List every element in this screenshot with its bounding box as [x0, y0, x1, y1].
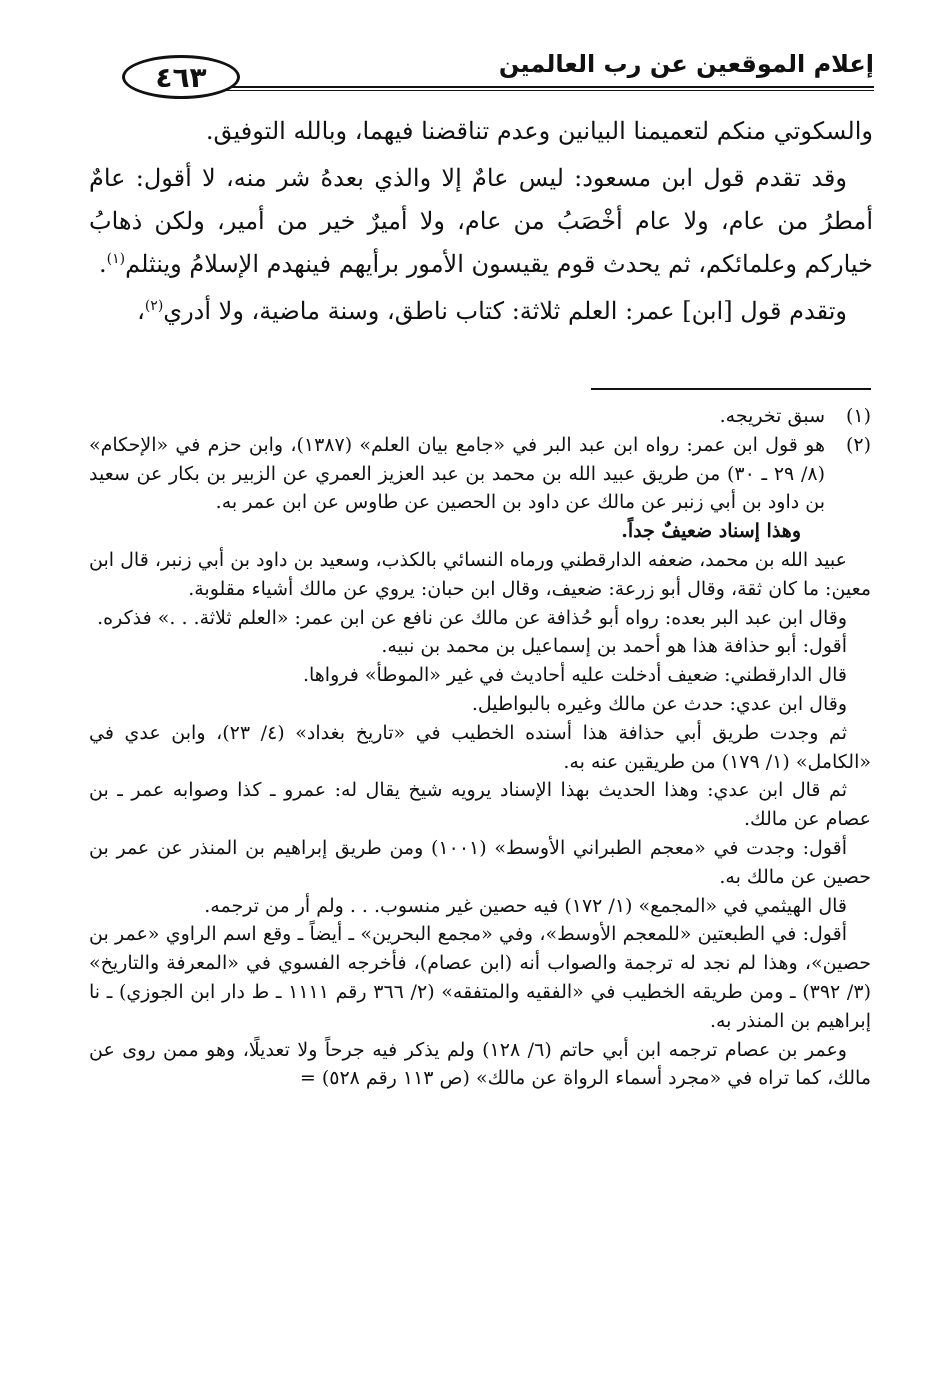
- main-text: [89, 110, 873, 333]
- page-header: [92, 40, 874, 100]
- footnote-text: وهذا إسناد ضعيفٌ جداً.: [621, 520, 801, 543]
- footnote-number: (١): [845, 405, 871, 427]
- header-rule-thin: [202, 90, 874, 91]
- footnote-separator: [591, 388, 871, 390]
- footnote-text: وقال ابن عدي: حدث عن مالك وغيره بالبواطيل.: [471, 692, 847, 715]
- footnote-2: [89, 431, 871, 546]
- footnote-text: وعمر بن عصام ترجمه ابن أبي حاتم (٦/ ١٢٨) ولم يذكر فيه جرحاً ولا تعديلًا، وهو ممن روى عن مالك، كما تراه في «مجرد أسماء الرواة عن مالك» (ص ١١٣ رقم ٥٢٨) =: [89, 1038, 871, 1090]
- footnote-text: سبق تخريجه.: [719, 405, 825, 427]
- page-number: ٤٦٣: [122, 55, 240, 99]
- footnote-text: وقال ابن عبد البر بعده: رواه أبو حُذافة عن مالك عن نافع عن ابن عمر: «العلم ثلاثة. . .» فذكره.: [97, 606, 847, 629]
- footnote-text: أقول: في الطبعتين «للمعجم الأوسط»، وفي «مجمع البحرين» ـ أيضاً ـ وقع اسم الراوي «عمر بن حصين»، وهذا لم نجد له ترجمة والصواب أنه (ابن عصام)، فأخرجه الفسوي في «المعرفة والتاريخ» (٣/ ٣٩٢) ـ ومن طريقه الخطيب في «الفقيه والمتفقه» (٢/ ٣٦٦ رقم ١١١١ ـ ط دار ابن الجوزي) ـ نا إبراهيم بن المنذر به.: [89, 923, 871, 1032]
- header-rule: [202, 86, 874, 88]
- footnote-text: أقول: أبو حذافة هذا هو أحمد بن إسماعيل بن محمد بن نبيه.: [381, 635, 847, 658]
- footnote-text: ثم قال ابن عدي: وهذا الحديث بهذا الإسناد يرويه شيخ يقال له: عمرو ـ كذا وصوابه عمر ـ بن عصام عن مالك.: [89, 779, 871, 831]
- footnote-text: عبيد الله بن محمد، ضعفه الدارقطني ورماه النسائي بالكذب، وسعيد بن داود بن أبي زنبر، قال ابن معين: ما كان ثقة، وقال أبو زرعة: ضعيف، وقال ابن حبان: يروي عن مالك أشياء مقلوبة.: [89, 548, 871, 600]
- book-title: إعلام الموقعين عن رب العالمين: [498, 50, 874, 78]
- footnote-text: أقول: وجدت في «معجم الطبراني الأوسط» (١٠٠١) ومن طريق إبراهيم بن المنذر عن عمر بن حصين عن مالك به.: [89, 836, 871, 888]
- main-paragraph: وتقدم قول [ابن] عمر: العلم ثلاثة: كتاب ناطق، وسنة ماضية، ولا أدري$^{(٢)}$،: [137, 297, 847, 325]
- footnote-text: هو قول ابن عمر: رواه ابن عبد البر في «جامع بيان العلم» (١٣٨٧)، وابن حزم في «الإحكام» (٨/ ٢٩ ـ ٣٠) من طريق عبيد الله بن محمد بن عبد العزيز العمري عن الزبير بن بكار عن سعيد بن داود بن أبي زنبر عن مالك عن داود بن الحصين عن طاوس عن ابن عمر به.: [89, 433, 825, 514]
- footnotes: [89, 402, 871, 1093]
- main-paragraph: وقد تقدم قول ابن مسعود: ليس عامٌ إلا والذي بعدهُ شر منه، لا أقول: عامٌ أمطرُ من عام، ولا عام أخْصَبُ من عام، ولا أميرٌ خير من أمير، ولكن ذهابُ خياركم وعلمائكم، ثم يحدث قوم يقيسون الأمور برأيهم فينهدم الإسلامُ وينثلم$^{(١)}$.: [89, 164, 874, 278]
- footnote-2-continued: [89, 546, 871, 1093]
- footnote-ref: (٢): [144, 298, 164, 314]
- footnote-text: قال الهيثمي في «المجمع» (١/ ١٧٢) فيه حصين غير منسوب. . . ولم أر من ترجمه.: [204, 894, 847, 917]
- footnote-number: (٢): [845, 433, 871, 456]
- main-paragraph: والسكوتي منكم لتعميمنا البيانين وعدم تناقضنا فيهما، وبالله التوفيق.: [205, 117, 873, 145]
- footnote-1: [89, 402, 871, 431]
- footnote-text: قال الدارقطني: ضعيف أدخلت عليه أحاديث في غير «الموطأ» فرواها.: [302, 664, 847, 687]
- footnote-text: ثم وجدت طريق أبي حذافة هذا أسنده الخطيب في «تاريخ بغداد» (٤/ ٢٣)، وابن عدي في «الكامل» (١/ ١٧٩) من طريقين عنه به.: [89, 721, 871, 773]
- footnote-ref: (١): [106, 251, 126, 267]
